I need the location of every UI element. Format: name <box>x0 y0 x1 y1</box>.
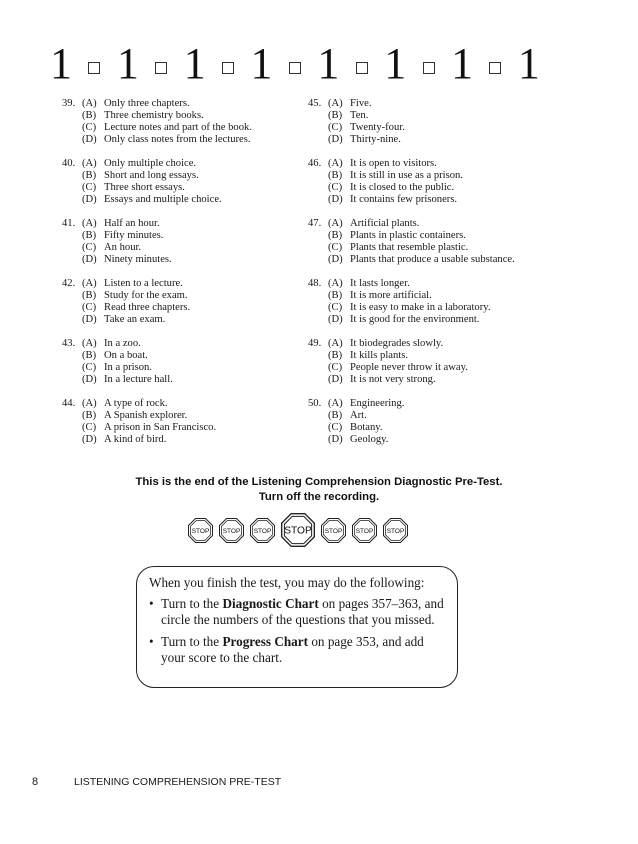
option-text: It kills plants. <box>350 350 408 361</box>
question-number: 44. <box>62 398 76 409</box>
end-message-line1: This is the end of the Listening Comprehension Diagnostic Pre-Test. <box>135 476 503 488</box>
option-letter: (B) <box>328 110 343 121</box>
question-number <box>308 362 328 374</box>
option-text: Plants that resemble plastic. <box>350 242 469 253</box>
section-number: 1 <box>384 39 407 88</box>
question-item <box>308 158 548 206</box>
question-number: 43. <box>62 338 76 349</box>
answer-option <box>62 170 322 182</box>
question-number <box>62 290 82 302</box>
section-number: 1 <box>451 39 474 88</box>
stop-sign-label: STOP <box>253 527 272 535</box>
option-text: Ninety minutes. <box>104 254 172 265</box>
section-number: 1 <box>317 39 340 88</box>
stop-sign-icon <box>250 518 275 543</box>
square-marker-icon <box>222 62 234 74</box>
section-title: LISTENING COMPREHENSION PRE-TEST <box>74 776 282 788</box>
option-letter: (B) <box>82 170 97 181</box>
section-header <box>50 39 540 88</box>
option-letter: (D) <box>82 254 97 265</box>
option-text: It is closed to the public. <box>350 182 455 193</box>
question-number <box>62 362 82 374</box>
callout-intro: When you finish the test, you may do the following: <box>149 575 425 590</box>
option-text: Plants in plastic containers. <box>350 230 466 241</box>
questions-right-column <box>308 98 548 458</box>
square-marker-icon <box>489 62 501 74</box>
stop-sign-label: STOP <box>222 527 241 535</box>
stop-sign-icon <box>352 518 377 543</box>
answer-option <box>308 122 548 134</box>
answer-option <box>308 398 548 410</box>
option-letter: (A) <box>328 278 343 289</box>
option-text: Only three chapters. <box>104 98 190 109</box>
option-text: It lasts longer. <box>350 278 410 289</box>
question-number <box>308 422 328 434</box>
option-letter: (B) <box>82 290 97 301</box>
question-number <box>308 374 328 386</box>
option-letter: (D) <box>328 314 343 325</box>
stop-sign-icon <box>219 518 244 543</box>
stop-sign-icon <box>383 518 408 543</box>
question-item <box>308 98 548 146</box>
option-text: It biodegrades slowly. <box>350 338 444 349</box>
question-number: 39. <box>62 98 76 109</box>
option-letter: (A) <box>328 98 343 109</box>
option-text: Thirty-nine. <box>350 134 401 145</box>
stop-sign-icon <box>321 518 346 543</box>
option-text: In a prison. <box>104 362 152 373</box>
answer-option <box>62 254 322 266</box>
answer-option <box>62 134 322 146</box>
question-number <box>308 194 328 206</box>
option-letter: (D) <box>82 134 97 145</box>
option-letter: (C) <box>82 182 97 193</box>
question-number: 41. <box>62 218 76 229</box>
square-marker-icon <box>356 62 368 74</box>
answer-option <box>308 134 548 146</box>
questions-left-column <box>62 98 322 458</box>
option-text: In a lecture hall. <box>104 374 173 385</box>
option-letter: (D) <box>82 194 97 205</box>
option-text: It is good for the environment. <box>350 314 480 325</box>
option-letter: (C) <box>82 422 97 433</box>
option-text: Fifty minutes. <box>104 230 164 241</box>
question-item <box>308 398 548 446</box>
option-letter: (C) <box>82 302 97 313</box>
bullet-icon: • <box>149 633 154 649</box>
end-of-test-message <box>0 475 638 505</box>
option-text: It is still in use as a prison. <box>350 170 463 181</box>
answer-option <box>308 254 548 266</box>
square-marker-icon <box>423 62 435 74</box>
instructions-callout <box>136 566 458 688</box>
option-letter: (B) <box>82 410 97 421</box>
end-message-line2: Turn off the recording. <box>258 491 380 503</box>
question-number <box>62 134 82 146</box>
answer-option <box>62 110 322 122</box>
section-number: 1 <box>183 39 206 88</box>
option-text: Study for the exam. <box>104 290 188 301</box>
square-marker-icon <box>155 62 167 74</box>
option-text: Read three chapters. <box>104 302 191 313</box>
option-text: Three chemistry books. <box>104 110 204 121</box>
option-letter: (C) <box>82 362 97 373</box>
option-letter: (A) <box>82 98 97 109</box>
option-text: Only multiple choice. <box>104 158 197 169</box>
answer-option <box>62 422 322 434</box>
option-text: It is open to visitors. <box>350 158 437 169</box>
option-text: A type of rock. <box>104 398 168 409</box>
option-letter: (B) <box>328 170 343 181</box>
option-text: Plants that produce a usable substance. <box>350 254 515 265</box>
question-number: 50. <box>308 398 322 409</box>
option-letter: (A) <box>82 158 97 169</box>
answer-option <box>308 374 548 386</box>
question-number <box>308 314 328 326</box>
option-letter: (A) <box>82 338 97 349</box>
question-number <box>308 410 328 422</box>
stop-sign-icon <box>188 518 213 543</box>
question-number <box>308 122 328 134</box>
option-letter: (B) <box>328 290 343 301</box>
option-letter: (B) <box>82 350 97 361</box>
option-letter: (A) <box>82 398 97 409</box>
option-letter: (D) <box>82 314 97 325</box>
question-number <box>62 422 82 434</box>
option-text: In a zoo. <box>104 338 141 349</box>
answer-option <box>62 398 322 410</box>
option-letter: (C) <box>82 122 97 133</box>
diagnostic-chart-label: Diagnostic Chart <box>222 595 319 611</box>
option-text: Take an exam. <box>104 314 166 325</box>
option-letter: (C) <box>328 302 343 313</box>
stop-sign-label: STOP <box>386 527 405 535</box>
option-text: Botany. <box>350 422 383 433</box>
question-number <box>308 242 328 254</box>
answer-option <box>308 218 548 230</box>
question-item <box>308 278 548 326</box>
answer-option <box>308 278 548 290</box>
callout-bullet-text: Turn to the Diagnostic Chart on pages 357–363, and circle the numbers of the questions that you missed. <box>161 595 444 627</box>
answer-option <box>308 230 548 242</box>
option-text: Five. <box>350 98 372 109</box>
question-number <box>308 434 328 446</box>
option-text: A prison in San Francisco. <box>104 422 217 433</box>
answer-option <box>62 98 322 110</box>
option-text: It contains few prisoners. <box>350 194 458 205</box>
question-number <box>62 122 82 134</box>
answer-option <box>62 374 322 386</box>
answer-option <box>308 158 548 170</box>
option-letter: (C) <box>328 422 343 433</box>
stop-sign-icon <box>281 513 315 547</box>
question-number <box>62 194 82 206</box>
bullet-icon: • <box>149 595 154 611</box>
option-text: Essays and multiple choice. <box>104 194 222 205</box>
stop-sign-label: STOP <box>324 527 343 535</box>
answer-option <box>62 434 322 446</box>
question-number: 45. <box>308 98 322 109</box>
answer-option <box>62 302 322 314</box>
answer-option <box>62 122 322 134</box>
question-number <box>62 254 82 266</box>
question-number: 40. <box>62 158 76 169</box>
option-letter: (D) <box>328 374 343 385</box>
answer-option <box>62 230 322 242</box>
option-text: Geology. <box>350 434 389 445</box>
question-number <box>62 302 82 314</box>
question-number <box>308 110 328 122</box>
answer-option <box>62 350 322 362</box>
answer-option <box>62 194 322 206</box>
question-number <box>308 170 328 182</box>
answer-option <box>308 182 548 194</box>
answer-option <box>308 410 548 422</box>
answer-option <box>62 338 322 350</box>
square-marker-icon <box>289 62 301 74</box>
option-letter: (D) <box>328 194 343 205</box>
question-number <box>308 302 328 314</box>
option-letter: (B) <box>82 230 97 241</box>
question-item <box>62 278 322 326</box>
option-letter: (C) <box>328 122 343 133</box>
option-text: Engineering. <box>350 398 405 409</box>
answer-option <box>308 350 548 362</box>
question-item <box>308 338 548 386</box>
option-text: It is easy to make in a laboratory. <box>350 302 491 313</box>
option-letter: (B) <box>328 350 343 361</box>
answer-option <box>62 182 322 194</box>
option-letter: (B) <box>328 230 343 241</box>
answer-option <box>308 290 548 302</box>
answer-option <box>308 338 548 350</box>
option-letter: (C) <box>82 242 97 253</box>
option-letter: (A) <box>328 218 343 229</box>
question-number <box>308 230 328 242</box>
question-number <box>62 110 82 122</box>
question-number <box>62 314 82 326</box>
question-item <box>308 218 548 266</box>
option-letter: (B) <box>328 410 343 421</box>
question-item <box>62 98 322 146</box>
question-number <box>308 254 328 266</box>
option-text: A Spanish explorer. <box>104 410 188 421</box>
option-text: A kind of bird. <box>104 434 167 445</box>
progress-chart-label: Progress Chart <box>222 633 309 649</box>
answer-option <box>62 158 322 170</box>
question-number: 48. <box>308 278 322 289</box>
option-text: Half an hour. <box>104 218 160 229</box>
question-item <box>62 218 322 266</box>
option-letter: (A) <box>328 158 343 169</box>
question-number: 42. <box>62 278 76 289</box>
option-text: An hour. <box>104 242 142 253</box>
stop-sign-label: STOP <box>284 525 312 537</box>
answer-option <box>308 422 548 434</box>
option-letter: (B) <box>82 110 97 121</box>
question-item <box>62 158 322 206</box>
page-footer <box>32 776 281 788</box>
option-letter: (A) <box>82 278 97 289</box>
option-text: People never throw it away. <box>350 362 468 373</box>
option-letter: (D) <box>328 254 343 265</box>
option-text: Ten. <box>350 110 369 121</box>
option-letter: (A) <box>328 338 343 349</box>
square-marker-icon <box>88 62 100 74</box>
option-text: Three short essays. <box>104 182 185 193</box>
question-number <box>62 434 82 446</box>
option-letter: (C) <box>328 242 343 253</box>
option-letter: (D) <box>328 134 343 145</box>
question-item <box>62 338 322 386</box>
answer-option <box>308 194 548 206</box>
answer-option <box>308 302 548 314</box>
option-letter: (C) <box>328 182 343 193</box>
question-number <box>62 374 82 386</box>
section-number: 1 <box>250 39 273 88</box>
option-text: Short and long essays. <box>104 170 199 181</box>
option-letter: (D) <box>328 434 343 445</box>
section-number: 1 <box>517 39 540 88</box>
option-text: Artificial plants. <box>350 218 420 229</box>
option-text: On a boat. <box>104 350 148 361</box>
answer-option <box>62 362 322 374</box>
callout-bullet-text: Turn to the Progress Chart on page 353, and add your score to the chart. <box>161 633 424 665</box>
question-item <box>62 398 322 446</box>
option-letter: (C) <box>328 362 343 373</box>
option-text: Art. <box>350 410 367 421</box>
option-letter: (D) <box>82 434 97 445</box>
question-number <box>62 230 82 242</box>
stop-sign-label: STOP <box>355 527 374 535</box>
question-number: 47. <box>308 218 322 229</box>
answer-option <box>62 314 322 326</box>
option-letter: (A) <box>82 218 97 229</box>
answer-option <box>308 170 548 182</box>
option-text: Only class notes from the lectures. <box>104 134 251 145</box>
question-number: 49. <box>308 338 322 349</box>
answer-option <box>62 290 322 302</box>
answer-option <box>308 362 548 374</box>
question-number <box>62 350 82 362</box>
question-number <box>308 290 328 302</box>
option-letter: (D) <box>82 374 97 385</box>
callout-bullet-progress <box>149 634 445 667</box>
answer-option <box>62 242 322 254</box>
option-text: Listen to a lecture. <box>104 278 183 289</box>
option-text: Lecture notes and part of the book. <box>104 122 252 133</box>
section-number: 1 <box>50 39 72 88</box>
option-letter: (A) <box>328 398 343 409</box>
question-number <box>62 410 82 422</box>
question-number <box>62 242 82 254</box>
option-text: It is more artificial. <box>350 290 432 301</box>
stop-sign-label: STOP <box>191 527 210 535</box>
answer-option <box>62 278 322 290</box>
answer-option <box>62 218 322 230</box>
answer-option <box>308 110 548 122</box>
stop-signs-row <box>178 513 418 547</box>
section-number: 1 <box>116 39 139 88</box>
answer-option <box>308 434 548 446</box>
answer-option <box>308 98 548 110</box>
question-number: 46. <box>308 158 322 169</box>
question-number <box>62 170 82 182</box>
page-number: 8 <box>32 776 39 788</box>
callout-bullet-diagnostic <box>149 596 445 629</box>
option-text: Twenty-four. <box>350 122 405 133</box>
option-text: It is not very strong. <box>350 374 436 385</box>
answer-option <box>308 242 548 254</box>
question-number <box>308 350 328 362</box>
question-number <box>62 182 82 194</box>
question-number <box>308 134 328 146</box>
answer-option <box>62 410 322 422</box>
answer-option <box>308 314 548 326</box>
question-number <box>308 182 328 194</box>
